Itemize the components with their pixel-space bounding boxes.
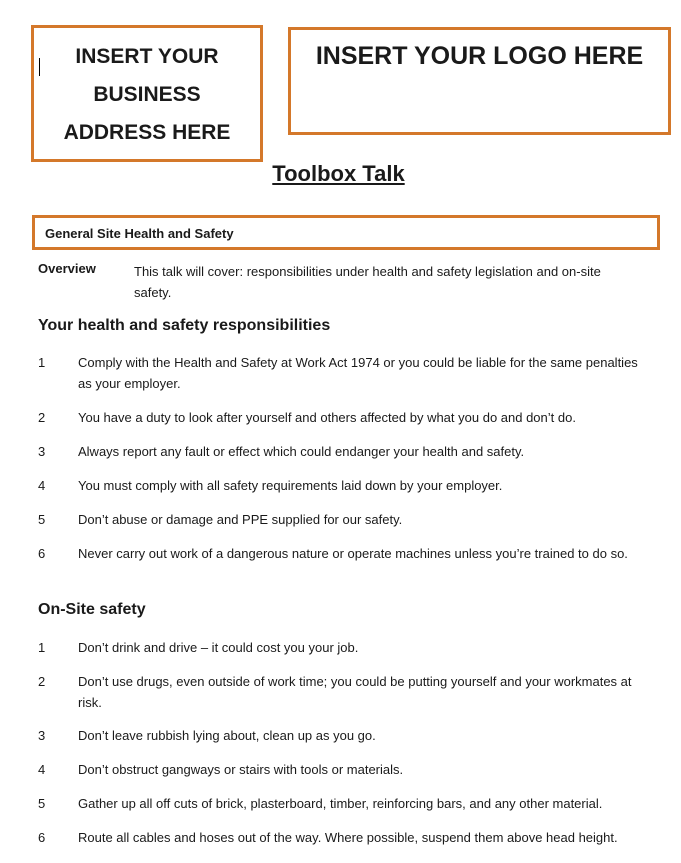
list-item-number: 5 [38,796,46,811]
section-heading-on-site-safety: On-Site safety [38,601,146,618]
logo-placeholder-text: INSERT YOUR LOGO HERE [315,42,644,70]
list-item-number: 3 [38,728,46,743]
list-item-number: 6 [38,830,46,845]
list-item-number: 6 [38,546,46,561]
list-item-text: Never carry out work of a dangerous nature or operate machines unless you’re trained to do so. [78,546,628,561]
list-item-text: Gather up all off cuts of brick, plasterboard, timber, reinforcing bars, and any other material. [78,796,603,811]
list-item-text: Don’t obstruct gangways or stairs with tools or materials. [78,762,404,777]
overview-text: This talk will cover: responsibilities under health and safety legislation and on-site safety. [134,264,601,300]
list-item-text: Don’t abuse or damage and PPE supplied for our safety. [78,512,403,527]
list-item-number: 4 [38,762,46,777]
list-item-number: 1 [38,640,46,655]
list-item-number: 4 [38,478,46,493]
logo-placeholder[interactable] [288,27,671,135]
list-item-text: Don’t use drugs, even outside of work time; you could be putting yourself and your workmates at risk. [78,674,632,710]
list-item-text: You have a duty to look after yourself and others affected by what you do and don’t do. [78,410,576,425]
topic-box [32,215,660,250]
list-item-number: 2 [38,674,46,689]
business-address-placeholder[interactable] [31,25,263,162]
list-item-number: 2 [38,410,46,425]
document-title: Toolbox Talk [272,161,405,186]
list-item-number: 3 [38,444,46,459]
list-item-number: 1 [38,355,46,370]
list-item-text: Always report any fault or effect which could endanger your health and safety. [78,444,525,459]
list-item-text: Don’t drink and drive – it could cost you your job. [78,640,359,655]
list-item-text: You must comply with all safety requirements laid down by your employer. [78,478,503,493]
topic-text: General Site Health and Safety [45,226,234,241]
section-heading-responsibilities: Your health and safety responsibilities [38,317,331,334]
list-item-text: Comply with the Health and Safety at Work Act 1974 or you could be liable for the same penalties as your employer. [78,355,638,391]
list-item-text: Route all cables and hoses out of the way. Where possible, suspend them above head height. [78,830,618,845]
list-item-number: 5 [38,512,46,527]
overview-label: Overview [38,261,96,276]
list-item-text: Don’t leave rubbish lying about, clean up as you go. [78,728,376,743]
business-address-text: INSERT YOUR BUSINESS ADDRESS HERE [63,45,231,144]
